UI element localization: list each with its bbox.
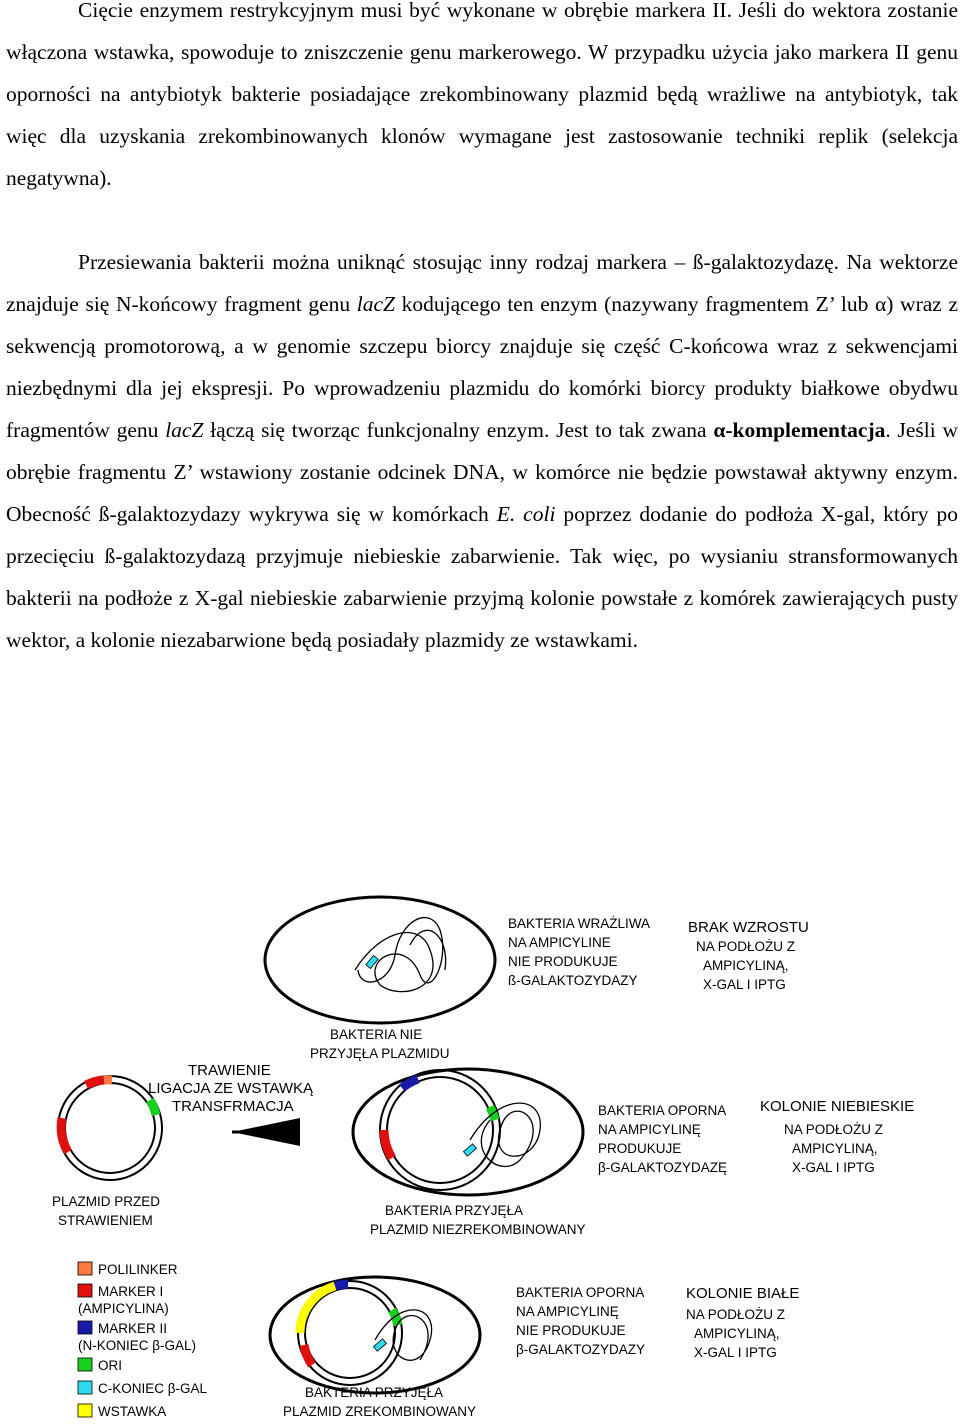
svg-text:BRAK WZROSTU: BRAK WZROSTU [688, 919, 809, 936]
label-recombinant [283, 1385, 476, 1419]
svg-text:C-KONIEC β-GAL: C-KONIEC β-GAL [98, 1381, 208, 1396]
label-bot-cell [516, 1285, 645, 1357]
svg-text:STRAWIENIEM: STRAWIENIEM [58, 1213, 153, 1228]
label-mid-result [760, 1098, 914, 1175]
svg-text:X-GAL I IPTG: X-GAL I IPTG [792, 1160, 875, 1175]
svg-text:BAKTERIA PRZYJĘŁA: BAKTERIA PRZYJĘŁA [385, 1203, 524, 1218]
svg-text:NIE PRODUKUJE: NIE PRODUKUJE [516, 1323, 626, 1338]
paragraph-marker-cleavage: Cięcie enzymem restrykcyjnym musi być wykonane w obrębie markera II. Jeśli do wektora zostanie włączona wstawka, spowoduje to zniszczenie genu markerowego. W przypadku użycia jako markera II genu oporności na antybiotyk bakterie posiadające zrekombinowany plazmid będą wrażliwe na antybiotyk, tak więc dla uzyskania zrekombinowanych klonów wymagane jest zastosowanie techniki replik (selekcja negatywna). [6, 0, 958, 190]
svg-text:BAKTERIA PRZYJĘŁA: BAKTERIA PRZYJĘŁA [305, 1385, 444, 1400]
bacterium-recombinant-plasmid [270, 1277, 480, 1393]
svg-text:TRAWIENIE: TRAWIENIE [188, 1062, 271, 1079]
svg-text:(N-KONIEC β-GAL): (N-KONIEC β-GAL) [78, 1338, 197, 1353]
legend-item-marker-i [78, 1284, 169, 1316]
svg-text:NA AMPICYLINE: NA AMPICYLINE [508, 935, 611, 950]
label-top-result [688, 919, 809, 992]
svg-text:NA PODŁOŻU Z: NA PODŁOŻU Z [686, 1307, 786, 1322]
text-run: Przesiewania bakterii można uniknąć stosując inny rodzaj markera – ß-galaktozydazę. Na wektorze znajduje się N-końcowy fragment genu [6, 250, 958, 316]
legend-item-ori [78, 1358, 122, 1373]
svg-text:POLILINKER: POLILINKER [98, 1262, 178, 1277]
svg-text:BAKTERIA NIE: BAKTERIA NIE [330, 1027, 423, 1042]
svg-text:KOLONIE NIEBIESKIE: KOLONIE NIEBIESKIE [760, 1098, 915, 1115]
legend-item-c-terminus [78, 1381, 208, 1396]
species-name: E. coli [496, 502, 556, 526]
legend-item-polylinker [78, 1262, 178, 1277]
bacterium-nonrecombinant-plasmid [353, 1069, 583, 1195]
label-top-cell [508, 916, 650, 988]
paragraph-alpha-complementation [6, 241, 958, 661]
figure-alpha-complementation-diagram [0, 880, 960, 1422]
svg-text:X-GAL I IPTG: X-GAL I IPTG [694, 1345, 777, 1360]
svg-text:PLAZMID NIEZREKOMBINOWANY: PLAZMID NIEZREKOMBINOWANY [370, 1222, 586, 1237]
svg-text:NA AMPICYLINĘ: NA AMPICYLINĘ [598, 1122, 701, 1137]
svg-text:PLAZMID ZREKOMBINOWANY: PLAZMID ZREKOMBINOWANY [283, 1404, 477, 1419]
svg-text:BAKTERIA OPORNA: BAKTERIA OPORNA [516, 1285, 645, 1300]
gene-name-lacz: lacZ [356, 292, 395, 316]
svg-text:ß-GALAKTOZYDAZY: ß-GALAKTOZYDAZY [508, 973, 638, 988]
svg-text:PRZYJĘŁA PLAZMIDU: PRZYJĘŁA PLAZMIDU [310, 1046, 450, 1061]
text-run: . Jeśli w obrębie fragmentu Z’ wstawiony zostanie odcinek DNA, w komórce nie będzie powstawał aktywny enzym. Obecność ß-galaktozydazy wykrywa się w komórkach [6, 418, 958, 526]
svg-text:BAKTERIA WRAŻLIWA: BAKTERIA WRAŻLIWA [508, 916, 651, 931]
svg-text:LIGACJA ZE WSTAWKĄ: LIGACJA ZE WSTAWKĄ [148, 1080, 314, 1097]
plasmid-before-digestion [58, 1076, 162, 1180]
svg-text:AMPICYLINĄ,: AMPICYLINĄ, [694, 1326, 780, 1341]
svg-text:NA AMPICYLINĘ: NA AMPICYLINĘ [516, 1304, 619, 1319]
svg-text:AMPICYLINĄ,: AMPICYLINĄ, [792, 1141, 878, 1156]
svg-text:KOLONIE BIAŁE: KOLONIE BIAŁE [686, 1285, 800, 1302]
label-process [148, 1062, 314, 1115]
gene-name-lacz: lacZ [165, 418, 204, 442]
text-run: łączą się tworząc funkcjonalny enzym. Jest to tak zwana [203, 418, 714, 442]
label-plasmid-before [52, 1194, 160, 1228]
svg-text:NIE PRODUKUJE: NIE PRODUKUJE [508, 954, 618, 969]
label-bot-result [686, 1285, 799, 1360]
text-run: poprzez dodanie do podłoża X-gal, który po przecięciu ß-galaktozydazą przyjmuje niebieskie zabarwienie. Tak więc, po wysianiu stransformowanych bakterii na podłoże z X-gal niebieskie zabarwienie przyjmą kolonie powstałe z komórek zawierających pusty wektor, a kolonie niezabarwione będą posiadały plazmidy ze wstawkami. [6, 502, 958, 652]
label-nonrecombinant [370, 1203, 586, 1237]
svg-text:TRANSFRMACJA: TRANSFRMACJA [172, 1098, 294, 1115]
svg-text:WSTAWKA: WSTAWKA [98, 1404, 167, 1419]
legend-item-marker-ii [78, 1321, 196, 1353]
svg-text:(AMPICYLINA): (AMPICYLINA) [78, 1301, 169, 1316]
svg-text:MARKER I: MARKER I [98, 1284, 164, 1299]
svg-text:β-GALAKTOZYDAZY: β-GALAKTOZYDAZY [516, 1342, 646, 1357]
svg-text:AMPICYLINĄ,: AMPICYLINĄ, [703, 958, 789, 973]
legend [78, 1262, 208, 1419]
svg-text:BAKTERIA OPORNA: BAKTERIA OPORNA [598, 1103, 727, 1118]
text-run: kodującego ten enzym (nazywany fragmentem Z’ lub α) wraz z sekwencją promotorową, a w genomie szczepu biorcy znajduje się część C-końcowa wraz z sekwencjami niezbędnymi dla jej ekspresji. Po wprowadzeniu plazmidu do komórki biorcy produkty białkowe obydwu fragmentów genu [6, 292, 958, 442]
label-no-plasmid [310, 1027, 450, 1061]
svg-text:β-GALAKTOZYDAZĘ: β-GALAKTOZYDAZĘ [598, 1160, 728, 1175]
svg-text:NA PODŁOŻU Z: NA PODŁOŻU Z [696, 939, 796, 954]
svg-text:ORI: ORI [98, 1358, 123, 1373]
bacterium-no-plasmid [265, 897, 495, 1023]
label-mid-cell [598, 1103, 727, 1175]
svg-text:NA PODŁOŻU Z: NA PODŁOŻU Z [784, 1122, 884, 1137]
svg-text:MARKER II: MARKER II [98, 1321, 168, 1336]
legend-item-insert [78, 1404, 166, 1419]
term-alpha-complementation: α-komplementacja [713, 418, 886, 442]
svg-text:PRODUKUJE: PRODUKUJE [598, 1141, 682, 1156]
svg-text:X-GAL I IPTG: X-GAL I IPTG [703, 977, 786, 992]
svg-text:PLAZMID PRZED: PLAZMID PRZED [52, 1194, 161, 1209]
